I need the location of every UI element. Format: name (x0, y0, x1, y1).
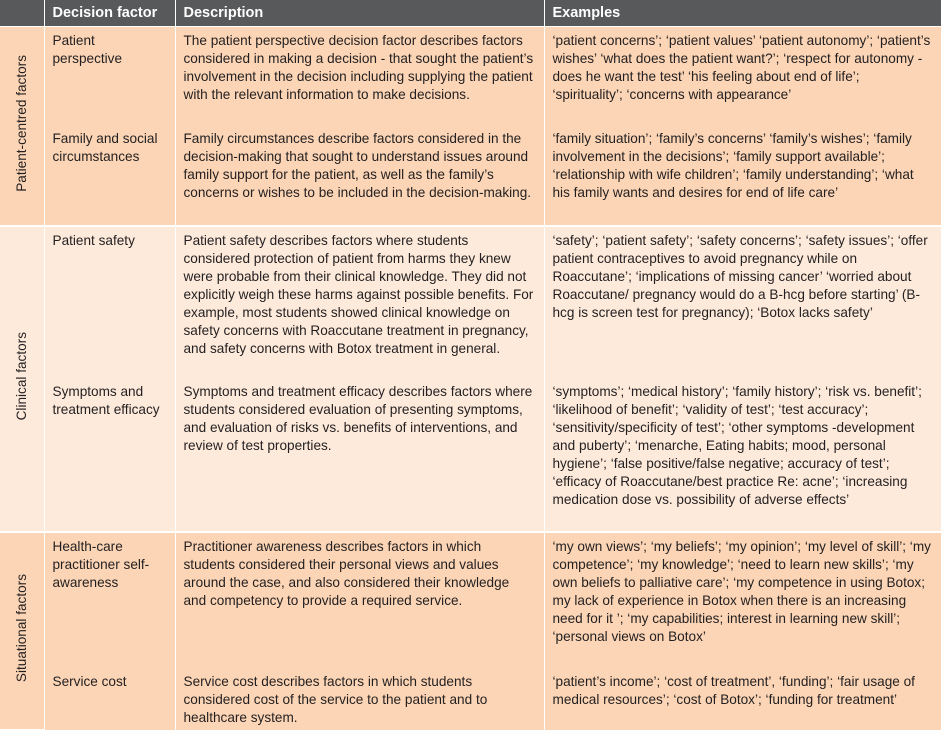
examples-cell: ‘my own views’; ‘my beliefs’; ‘my opinion’; ‘my level of skill’; ‘my competence’; ‘my knowledge’; ‘need to learn new skills’; ‘my own beliefs to palliative care’; ‘my competence in using Botox; my lack of experience in Botox when there is an increasing need for it ’; ‘my capabilities; interest in learning new skill’; ‘personal views on Botox’ (544, 532, 941, 668)
group-label: Patient-centred factors (13, 54, 29, 192)
table-row (0, 668, 941, 730)
examples-cell: ‘symptoms’; ‘medical history’; ‘family history’; ‘risk vs. benefit’; ‘likelihood of benefit’; ‘validity of test’; ‘test accuracy’; ‘sensitivity/specificity of test’; ‘other symptoms -development and puberty’; ‘menarche, Eating habits; mood, personal hygiene’; ‘false positive/false negative; accuracy of test’; ‘efficacy of Roaccutane/best practice Re: acne’; ‘increasing medication dose vs. possibility of adverse effects’ (544, 378, 941, 532)
factor-cell: Family and social circumstances (44, 125, 175, 226)
description-cell: The patient perspective decision factor describes factors considered in making a decision - that sought the patient’s involvement in the decision including supplying the patient with the relevant information to make decisions. (175, 27, 544, 125)
factor-cell: Symptoms and treatment efficacy (44, 378, 175, 532)
factor-cell: Patient perspective (44, 27, 175, 125)
factor-cell: Service cost (44, 668, 175, 730)
header-group (0, 0, 44, 27)
examples-cell: ‘safety’; ‘patient safety’; ‘safety concerns’; ‘safety issues’; ‘offer patient contraceptives to avoid pregnancy while on Roaccutane’; ‘implications of missing cancer’ ‘worried about Roaccutane/ pregnancy would do a B-hcg before starting’ (B-hcg is screen test for pregnancy); ‘Botox lacks safety’ (544, 226, 941, 378)
group-label: Clinical factors (13, 331, 29, 421)
description-cell: Service cost describes factors in which students considered cost of the service to the patient and to healthcare system. (175, 668, 544, 730)
group-cell-patient-centred (0, 27, 44, 226)
group-cell-situational (0, 532, 44, 730)
header-description: Description (175, 0, 544, 27)
description-cell: Patient safety describes factors where students considered protection of patient from harms they knew were probable from their clinical knowledge. They did not explicitly weigh these harms against possible benefits. For example, most students showed clinical knowledge on safety concerns with Roaccutane treatment in pregnancy, and safety concerns with Botox treatment in general. (175, 226, 544, 378)
factor-cell: Health-care practitioner self-awareness (44, 532, 175, 668)
description-cell: Practitioner awareness describes factors in which students considered their personal views and values around the case, and also considered their knowledge and competency to provide a required service. (175, 532, 544, 668)
factor-cell: Patient safety (44, 226, 175, 378)
table-row (0, 27, 941, 125)
header-examples: Examples (544, 0, 941, 27)
examples-cell: ‘patient concerns’; ‘patient values’ ‘patient autonomy’; ‘patient’s wishes’ ‘what does the patient want?’; ‘respect for autonomy - does he want the test’ ‘his feeling about end of life’; ‘spirituality’; ‘concerns with appearance’ (544, 27, 941, 125)
description-cell: Family circumstances describe factors considered in the decision-making that sought to understand issues around family support for the patient, as well as the family’s concerns or wishes to be included in the decision-making. (175, 125, 544, 226)
header-row (0, 0, 941, 27)
table-row (0, 532, 941, 668)
examples-cell: ‘family situation’; ‘family’s concerns’ ‘family’s wishes’; ‘family involvement in the decisions’; ‘family support available’; ‘relationship with wife children’; ‘family understanding’; ‘what his family wants and desires for end of life care’ (544, 125, 941, 226)
table-row (0, 226, 941, 378)
group-cell-clinical (0, 226, 44, 532)
table-row (0, 378, 941, 532)
group-label: Situational factors (13, 573, 29, 683)
description-cell: Symptoms and treatment efficacy describes factors where students considered evaluation of presenting symptoms, and evaluation of risks vs. benefits of interventions, and review of test properties. (175, 378, 544, 532)
header-decision-factor: Decision factor (44, 0, 175, 27)
examples-cell: ‘patient’s income’; ‘cost of treatment’, ‘funding’; ‘fair usage of medical resources’; ‘cost of Botox’; ‘funding for treatment’ (544, 668, 941, 730)
table-row (0, 125, 941, 226)
